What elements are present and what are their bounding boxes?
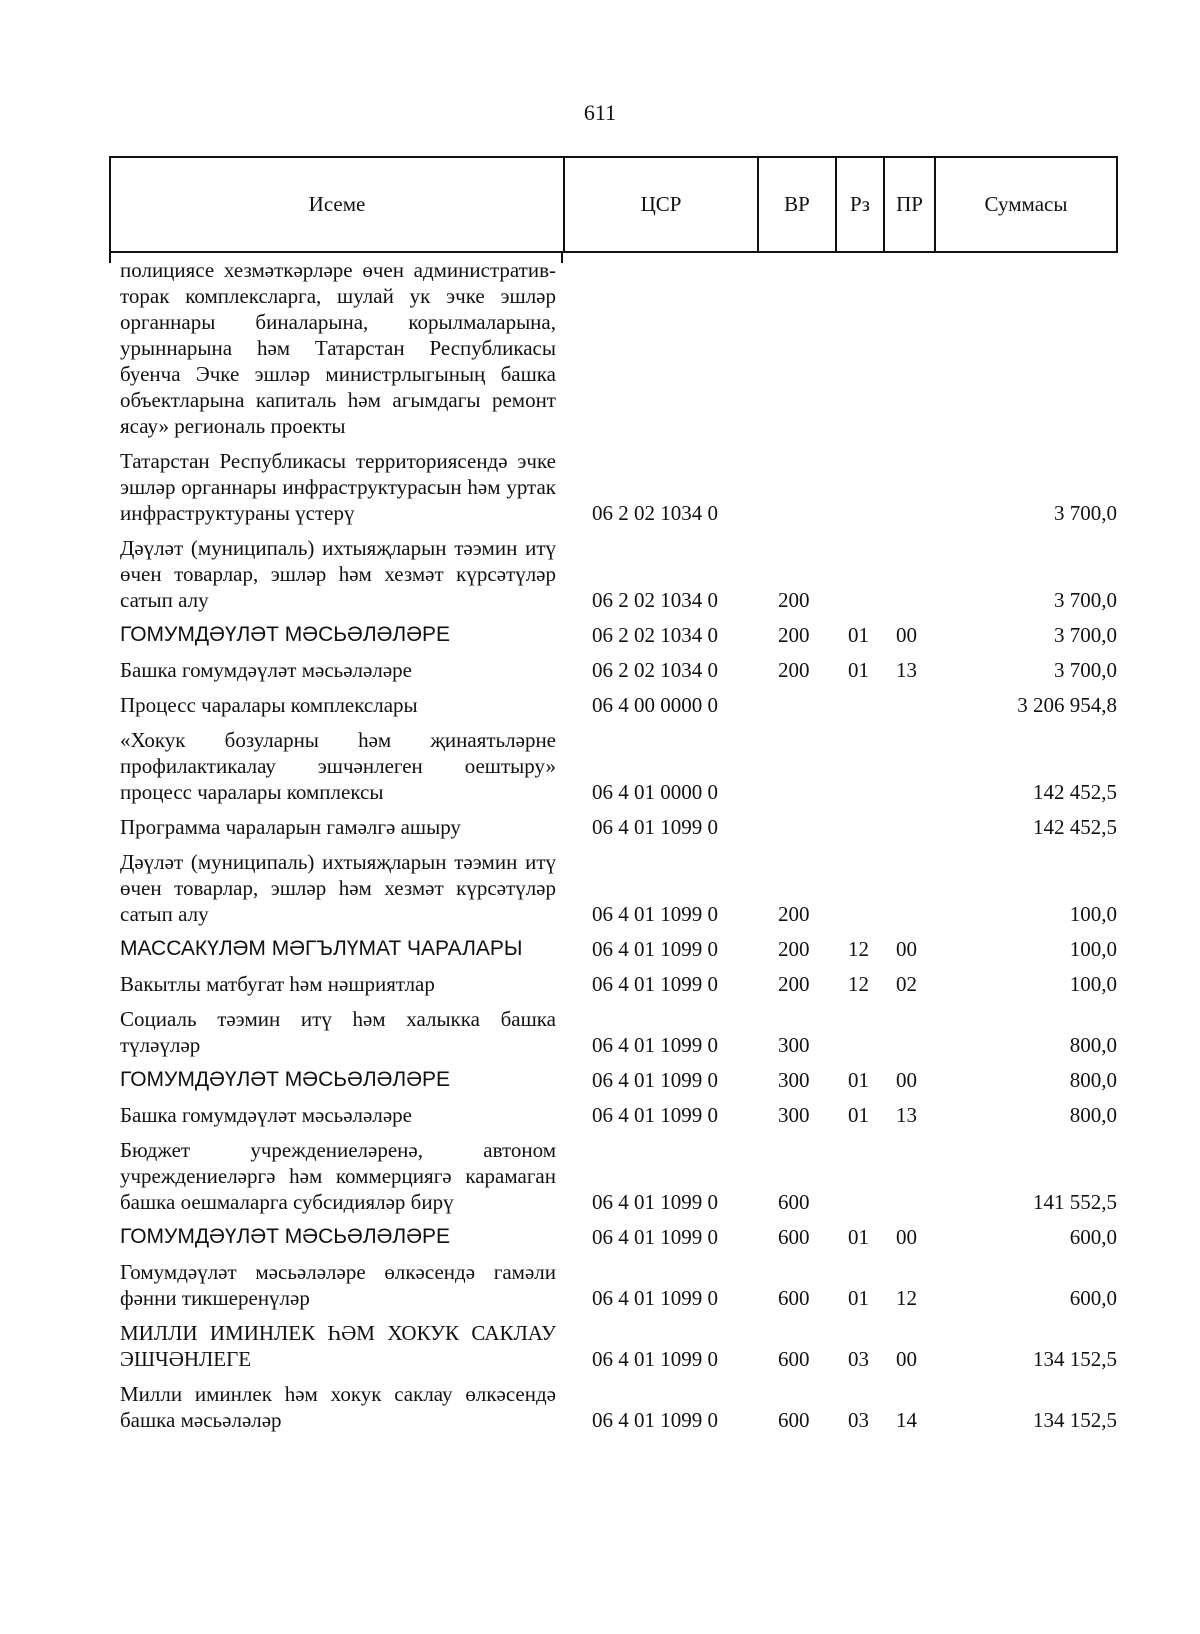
row-pr: 00 [896,937,917,961]
table-row [0,814,1200,840]
row-name: Татарстан Республикасы территориясендә эчке эшләр органнары инфраструктурасын һәм уртак инфраструктураны үстерү [120,449,556,525]
row-pr: 00 [896,1347,917,1371]
row-rz: 01 [848,1103,869,1127]
table-row [0,727,1200,805]
row-sum: 3 206 954,8 [1017,693,1117,717]
column-header-sum: Суммасы [934,158,1116,251]
row-rz: 03 [848,1347,869,1371]
row-pr: 14 [896,1408,917,1432]
row-csr: 06 4 01 0000 0 [592,780,718,804]
row-csr: 06 4 01 1099 0 [592,1033,718,1057]
row-sum: 3 700,0 [1054,588,1117,612]
row-pr: 13 [896,1103,917,1127]
row-name: ГОМУМДӘҮЛӘТ МӘСЬӘЛӘЛӘРЕ [120,623,451,646]
table-row [0,849,1200,927]
row-name: ГОМУМДӘҮЛӘТ МӘСЬӘЛӘЛӘРЕ [120,1225,451,1248]
row-rz: 12 [848,937,869,961]
row-name: Дәүләт (муниципаль) ихтыяҗларын тәэмин итү өчен товарлар, эшләр һәм хезмәт күрсәтүләр сатып алу [120,536,556,612]
row-csr: 06 4 00 0000 0 [592,693,718,717]
row-csr: 06 4 01 1099 0 [592,1347,718,1371]
column-header-pr: ПР [883,158,934,251]
row-pr: 00 [896,1225,917,1249]
row-name: Процесс чаралары комплекслары [120,693,418,717]
row-csr: 06 4 01 1099 0 [592,1408,718,1432]
row-pr: 02 [896,972,917,996]
row-name: Дәүләт (муниципаль) ихтыяҗларын тәэмин итү өчен товарлар, эшләр һәм хезмәт күрсәтүләр сатып алу [120,850,556,926]
row-vr: 200 [778,902,810,926]
row-name: «Хокук бозуларны һәм җинаятьләрне профилактикалау эшчәнлеген оештыру» процесс чаралары комплексы [120,728,556,804]
row-csr: 06 2 02 1034 0 [592,658,718,682]
row-rz: 03 [848,1408,869,1432]
row-vr: 200 [778,972,810,996]
table-row [0,1067,1200,1093]
row-sum: 800,0 [1069,1033,1117,1057]
row-vr: 300 [778,1103,810,1127]
row-sum: 600,0 [1069,1286,1117,1310]
row-name: МАССАКҮЛӘМ МӘГЪЛҮМАТ ЧАРАЛАРЫ [120,937,523,960]
table-row [0,1259,1200,1311]
row-pr: 13 [896,658,917,682]
row-pr: 00 [896,1068,917,1092]
row-name: Башка гомумдәүләт мәсьәләләре [120,1103,412,1127]
row-name: Башка гомумдәүләт мәсьәләләре [120,658,412,682]
row-vr: 300 [778,1033,810,1057]
column-header-rz: Рз [835,158,883,251]
row-vr: 600 [778,1190,810,1214]
table-row [0,1381,1200,1433]
row-csr: 06 4 01 1099 0 [592,815,718,839]
table-row [0,622,1200,648]
column-header-name: Исеме [308,192,366,216]
row-vr: 200 [778,623,810,647]
row-pr: 12 [896,1286,917,1310]
row-name: Гомумдәүләт мәсьәләләре өлкәсендә гамәли фәнни тикшеренүләр [120,1260,556,1310]
table-row [0,1102,1200,1128]
row-vr: 200 [778,658,810,682]
table-row [0,657,1200,683]
table-row [0,1224,1200,1250]
row-csr: 06 2 02 1034 0 [592,588,718,612]
row-csr: 06 4 01 1099 0 [592,972,718,996]
table-header [109,156,1118,253]
row-sum: 134 152,5 [1033,1408,1117,1432]
row-csr: 06 4 01 1099 0 [592,1103,718,1127]
row-sum: 3 700,0 [1054,623,1117,647]
row-sum: 142 452,5 [1033,815,1117,839]
row-sum: 100,0 [1069,972,1117,996]
row-csr: 06 2 02 1034 0 [592,623,718,647]
row-sum: 800,0 [1069,1103,1117,1127]
row-name: Бюджет учреждениеләренә, автоном учреждениеләргә һәм коммерциягә карамаган башка оешмаларга субсидияләр бирү [120,1138,556,1214]
row-csr: 06 4 01 1099 0 [592,1225,718,1249]
row-csr: 06 4 01 1099 0 [592,937,718,961]
column-header-csr: ЦСР [563,158,757,251]
row-pr: 00 [896,623,917,647]
table-row [0,692,1200,718]
table-row [0,448,1200,526]
row-sum: 100,0 [1069,902,1117,926]
row-csr: 06 4 01 1099 0 [592,1190,718,1214]
row-csr: 06 2 02 1034 0 [592,501,718,525]
page-number: 611 [583,100,617,125]
row-name: ГОМУМДӘҮЛӘТ МӘСЬӘЛӘЛӘРЕ [120,1068,451,1091]
table-row [0,535,1200,613]
table-row [0,936,1200,962]
row-sum: 134 152,5 [1033,1347,1117,1371]
row-rz: 01 [848,1225,869,1249]
row-sum: 3 700,0 [1054,658,1117,682]
table-row [0,1137,1200,1215]
row-csr: 06 4 01 1099 0 [592,1068,718,1092]
row-sum: 141 552,5 [1033,1190,1117,1214]
row-sum: 142 452,5 [1033,780,1117,804]
row-csr: 06 4 01 1099 0 [592,902,718,926]
column-header-vr: ВР [757,158,835,251]
table-body [0,257,1200,1442]
row-sum: 600,0 [1069,1225,1117,1249]
row-name: Социаль тәэмин итү һәм халыкка башка түләүләр [120,1007,556,1057]
row-sum: 100,0 [1069,937,1117,961]
row-sum: 3 700,0 [1054,501,1117,525]
row-name: полициясе хезмәткәрләре өчен административ-торак комплексларга, шулай ук эчке эшләр органнары биналарына, корылмаларына, урыннарына һәм Татарстан Республикасы буенча Эчке эшләр министрлыгының башка объектларына капиталь һәм агымдагы ремонт ясау» региональ проекты [120,258,556,438]
row-vr: 600 [778,1408,810,1432]
row-name: Вакытлы матбугат һәм нәшриятлар [120,972,435,996]
row-name: Программа чараларын гамәлгә ашыру [120,815,461,839]
row-rz: 01 [848,623,869,647]
row-name: Милли иминлек һәм хокук саклау өлкәсендә башка мәсьәләләр [120,1382,556,1432]
row-csr: 06 4 01 1099 0 [592,1286,718,1310]
row-vr: 600 [778,1225,810,1249]
row-vr: 200 [778,937,810,961]
row-sum: 800,0 [1069,1068,1117,1092]
table-row [0,971,1200,997]
table-row [0,1006,1200,1058]
row-name: МИЛЛИ ИМИНЛЕК ҺӘМ ХОКУК САКЛАУ ЭШЧӘНЛЕГЕ [120,1321,556,1371]
row-rz: 01 [848,1286,869,1310]
table-row [0,257,1200,439]
row-vr: 600 [778,1347,810,1371]
row-rz: 12 [848,972,869,996]
row-vr: 300 [778,1068,810,1092]
table-row [0,1320,1200,1372]
row-vr: 200 [778,588,810,612]
row-rz: 01 [848,658,869,682]
row-vr: 600 [778,1286,810,1310]
row-rz: 01 [848,1068,869,1092]
